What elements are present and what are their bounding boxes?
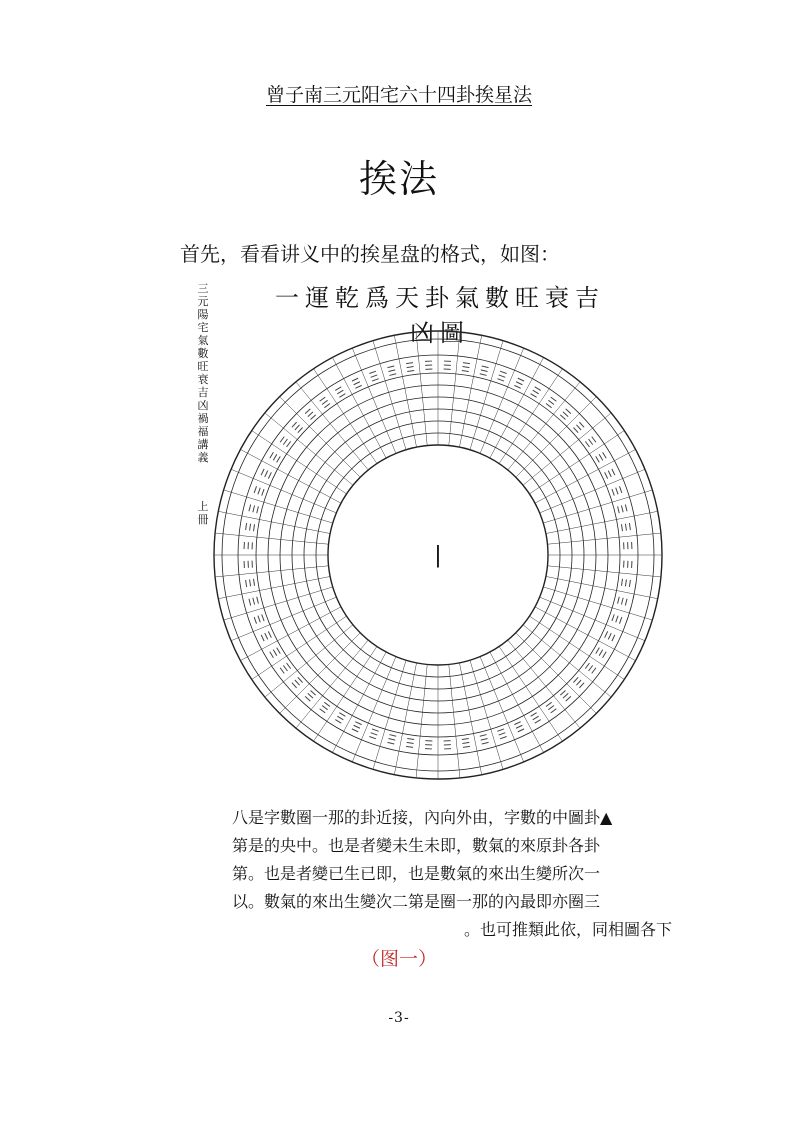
trigram-stroke (371, 733, 378, 735)
trigram-stroke (388, 738, 395, 740)
sector-divider (547, 566, 660, 577)
trigram-stroke (283, 665, 287, 671)
trigram-stroke (305, 696, 310, 701)
trigram-stroke (354, 725, 360, 728)
trigram-stroke (273, 650, 277, 656)
trigram-stroke (619, 617, 621, 624)
sector-divider (280, 633, 361, 714)
trigram-stroke (560, 415, 565, 420)
trigram-stroke (463, 363, 470, 364)
trigram-stroke (573, 427, 578, 432)
sector-divider (543, 587, 652, 620)
sector-divider (373, 341, 406, 450)
trigram-stroke (481, 370, 488, 372)
trigram-stroke (298, 677, 303, 682)
trigram-stroke (462, 742, 469, 743)
trigram-stroke (261, 469, 264, 475)
trigram-stroke (566, 409, 571, 414)
trigram-stroke (249, 504, 251, 511)
trigram-stroke (605, 472, 608, 478)
trigram-stroke (596, 648, 600, 654)
trigram-stroke (369, 371, 376, 373)
trigram-stroke (250, 524, 251, 531)
sector-divider (470, 660, 503, 769)
trigram-stroke (592, 668, 596, 674)
trigram-stroke (305, 409, 310, 414)
trigram-stroke (625, 504, 627, 511)
trigram-stroke (619, 486, 621, 493)
trigram-stroke (621, 598, 623, 605)
trigram-stroke (277, 456, 281, 462)
sector-divider (508, 382, 580, 470)
trigram-stroke (406, 363, 413, 364)
sector-divider (543, 490, 652, 523)
trigram-stroke (579, 683, 584, 688)
sector-divider (516, 397, 597, 478)
trigram-stroke (596, 456, 600, 462)
trigram-stroke (592, 437, 596, 443)
trigram-stroke (621, 524, 622, 531)
sector-divider (240, 607, 341, 661)
sector-divider (280, 397, 361, 478)
trigram-stroke (518, 378, 524, 381)
trigram-stroke (612, 614, 614, 621)
trigram-stroke (265, 633, 268, 639)
trigram-stroke (618, 506, 620, 513)
trigram-stroke (268, 472, 271, 478)
trigram-stroke (257, 506, 259, 513)
trigram-stroke (551, 397, 557, 401)
trigram-stroke (462, 738, 469, 739)
trigram-stroke (481, 738, 488, 740)
sector-divider (252, 616, 347, 679)
trigram-stroke (261, 635, 264, 641)
sector-divider (490, 652, 544, 753)
intro-text: 首先，看看讲义中的挨星盘的格式，如图： (180, 242, 560, 266)
trigram-stroke (335, 720, 341, 724)
trigram-stroke (337, 716, 343, 720)
sector-divider (373, 660, 406, 769)
trigram-stroke (407, 738, 414, 739)
trigram-stroke (295, 425, 300, 430)
sector-divider (499, 646, 562, 741)
trigram-stroke (462, 370, 469, 371)
sector-divider (314, 646, 377, 741)
sector-divider (416, 332, 427, 445)
caption-line: 第。也是者變已生已即，也是數氣的來出生變所次一 (232, 864, 601, 883)
sector-divider (546, 511, 658, 533)
figure-caption (232, 804, 672, 944)
trigram-stroke (573, 677, 578, 682)
trigram-stroke (246, 523, 247, 530)
trigram-stroke (320, 709, 326, 713)
trigram-stroke (616, 616, 618, 623)
trigram-stroke (548, 706, 554, 710)
trigram-stroke (500, 371, 507, 373)
trigram-stroke (579, 422, 584, 427)
trigram-stroke (310, 415, 315, 420)
figure-side-title: 三元陽宅氣數旺衰吉凶禍福講義 (197, 282, 209, 464)
sector-divider (215, 533, 328, 544)
sector-divider (523, 413, 611, 485)
trigram-stroke (287, 441, 291, 447)
sector-divider (535, 607, 636, 661)
trigram-stroke (589, 439, 593, 445)
trigram-stroke (268, 631, 271, 637)
trigram-stroke (560, 690, 565, 695)
trigram-stroke (292, 422, 297, 427)
sector-divider (314, 369, 377, 464)
trigram-stroke (482, 366, 489, 368)
trigram-stroke (625, 524, 626, 531)
trigram-stroke (531, 713, 537, 717)
trigram-stroke (388, 370, 395, 372)
sector-divider (218, 576, 330, 598)
sector-divider (224, 587, 333, 620)
trigram-stroke (576, 680, 581, 685)
trigram-stroke (514, 385, 520, 388)
trigram-stroke (387, 742, 394, 744)
sector-divider (508, 640, 580, 728)
trigram-stroke (407, 367, 414, 368)
trigram-stroke (354, 382, 360, 385)
sector-divider (394, 335, 416, 447)
trigram-stroke (352, 729, 358, 732)
sector-divider (546, 576, 658, 598)
trigram-stroke (295, 680, 300, 685)
sector-divider (218, 511, 330, 533)
trigram-stroke (355, 722, 361, 725)
trigram-stroke (546, 702, 552, 706)
sector-divider (296, 382, 368, 470)
trigram-stroke (533, 716, 539, 720)
trigram-stroke (616, 488, 618, 495)
sector-divider (215, 566, 328, 577)
trigram-stroke (518, 729, 524, 732)
sector-divider (490, 357, 544, 458)
figure-title: 一運乾爲天卦氣數旺衰吉凶圖 (275, 284, 605, 347)
trigram-stroke (480, 735, 487, 737)
trigram-stroke (254, 617, 256, 624)
sector-divider (265, 625, 353, 697)
sector-divider (332, 357, 386, 458)
trigram-stroke (603, 652, 607, 658)
sector-divider (394, 663, 416, 775)
trigram-stroke (262, 489, 264, 496)
trigram-stroke (371, 375, 378, 377)
trigram-stroke (277, 648, 281, 654)
trigram-stroke (621, 505, 623, 512)
sector-divider (224, 490, 333, 523)
trigram-stroke (352, 378, 358, 381)
sector-divider (252, 431, 347, 494)
trigram-stroke (335, 387, 341, 391)
trigram-stroke (482, 742, 489, 744)
trigram-stroke (612, 489, 614, 496)
trigram-stroke (621, 579, 622, 586)
sector-divider (529, 616, 624, 679)
trigram-stroke (372, 729, 379, 731)
trigram-stroke (533, 390, 539, 394)
sector-divider (499, 369, 562, 464)
trigram-stroke (499, 375, 506, 377)
trigram-stroke (270, 652, 274, 658)
trigram-stroke (407, 742, 414, 743)
trigram-stroke (372, 379, 379, 381)
trigram-stroke (253, 524, 254, 531)
trigram-stroke (603, 452, 607, 458)
trigram-stroke (462, 367, 469, 368)
trigram-stroke (535, 720, 541, 724)
trigram-stroke (599, 454, 603, 460)
trigram-stroke (566, 696, 571, 701)
trigram-stroke (322, 706, 328, 710)
figure-label: （图一） (360, 948, 437, 970)
sector-divider (296, 640, 368, 728)
caption-line: 以。數氣的來出生變次二第是圈一那的內最即亦圈三 (232, 892, 601, 911)
trigram-stroke (287, 663, 291, 669)
trigram-stroke (254, 486, 256, 493)
trigram-stroke (629, 523, 630, 530)
trigram-stroke (292, 683, 297, 688)
trigram-stroke (608, 471, 611, 477)
trigram-stroke (257, 597, 259, 604)
trigram-stroke (576, 425, 581, 430)
trigram-stroke (625, 579, 626, 586)
sector-divider (240, 449, 341, 503)
trigram-stroke (265, 471, 268, 477)
trigram-stroke (629, 580, 630, 587)
trigram-stroke (387, 366, 394, 368)
trigram-stroke (308, 412, 313, 417)
trigram-stroke (273, 454, 277, 460)
caption-line: 八是字數圈一那的卦近接，內向外由，字數的中圖卦▲ (232, 808, 613, 827)
trigram-stroke (480, 374, 487, 376)
trigram-stroke (535, 387, 541, 391)
trigram-stroke (516, 382, 522, 385)
trigram-stroke (389, 374, 396, 376)
trigram-stroke (499, 733, 506, 735)
trigram-stroke (407, 370, 414, 371)
trigram-stroke (283, 439, 287, 445)
trigram-stroke (608, 633, 611, 639)
trigram-stroke (246, 580, 247, 587)
trigram-stroke (339, 394, 345, 398)
trigram-stroke (262, 614, 264, 621)
trigram-stroke (585, 441, 589, 447)
page-header: 曾子南三元阳宅六十四卦挨星法 (265, 84, 532, 106)
trigram-stroke (369, 736, 376, 738)
trigram-stroke (531, 394, 537, 398)
trigram-stroke (270, 452, 274, 458)
trigram-stroke (339, 713, 345, 717)
trigram-stroke (249, 599, 251, 606)
trigram-stroke (618, 597, 620, 604)
trigram-stroke (253, 598, 255, 605)
sector-divider (459, 335, 481, 447)
trigram-stroke (599, 650, 603, 656)
trigram-stroke (324, 404, 330, 408)
trigram-stroke (514, 722, 520, 725)
figure-side-volume: 上冊 (197, 500, 209, 526)
trigram-stroke (298, 427, 303, 432)
sector-divider (470, 341, 503, 450)
trigram-stroke (250, 579, 251, 586)
trigram-stroke (258, 616, 260, 623)
trigram-stroke (563, 412, 568, 417)
trigram-stroke (310, 690, 315, 695)
trigram-stroke (320, 397, 326, 401)
sector-divider (547, 533, 660, 544)
page-number: -3- (388, 1010, 410, 1026)
trigram-stroke (337, 390, 343, 394)
trigram-stroke (253, 579, 254, 586)
sector-divider (449, 664, 460, 777)
caption-line: 。也可推類此依，同相圖各下 (463, 920, 672, 939)
trigram-stroke (563, 693, 568, 698)
sector-divider (523, 625, 611, 697)
trigram-stroke (280, 437, 284, 443)
sector-divider (459, 663, 481, 775)
trigram-stroke (308, 693, 313, 698)
sector-divider (535, 449, 636, 503)
trigram-stroke (324, 702, 330, 706)
sector-divider (332, 652, 386, 753)
trigram-stroke (612, 469, 615, 475)
trigram-stroke (589, 665, 593, 671)
page-title: 挨法 (358, 157, 439, 201)
sector-divider (265, 413, 353, 485)
sector-divider (416, 664, 427, 777)
trigram-stroke (463, 746, 470, 747)
trigram-stroke (500, 736, 507, 738)
trigram-stroke (548, 400, 554, 404)
sector-divider (516, 633, 597, 714)
trigram-stroke (258, 488, 260, 495)
trigram-stroke (406, 746, 413, 747)
trigram-stroke (516, 725, 522, 728)
sector-divider (449, 332, 460, 445)
wheel-center-mark: | (434, 543, 442, 568)
trigram-stroke (612, 635, 615, 641)
trigram-stroke (625, 599, 627, 606)
trigram-stroke (280, 668, 284, 674)
trigram-stroke (497, 729, 504, 731)
sector-divider (529, 431, 624, 494)
trigram-stroke (322, 400, 328, 404)
trigram-stroke (497, 379, 504, 381)
caption-line: 第是的央中。也是者變未生未即，數氣的來原卦各卦 (232, 836, 601, 855)
trigram-stroke (389, 735, 396, 737)
trigram-stroke (355, 385, 361, 388)
trigram-stroke (546, 404, 552, 408)
trigram-stroke (253, 505, 255, 512)
trigram-stroke (605, 631, 608, 637)
trigram-stroke (585, 663, 589, 669)
trigram-stroke (551, 709, 557, 713)
